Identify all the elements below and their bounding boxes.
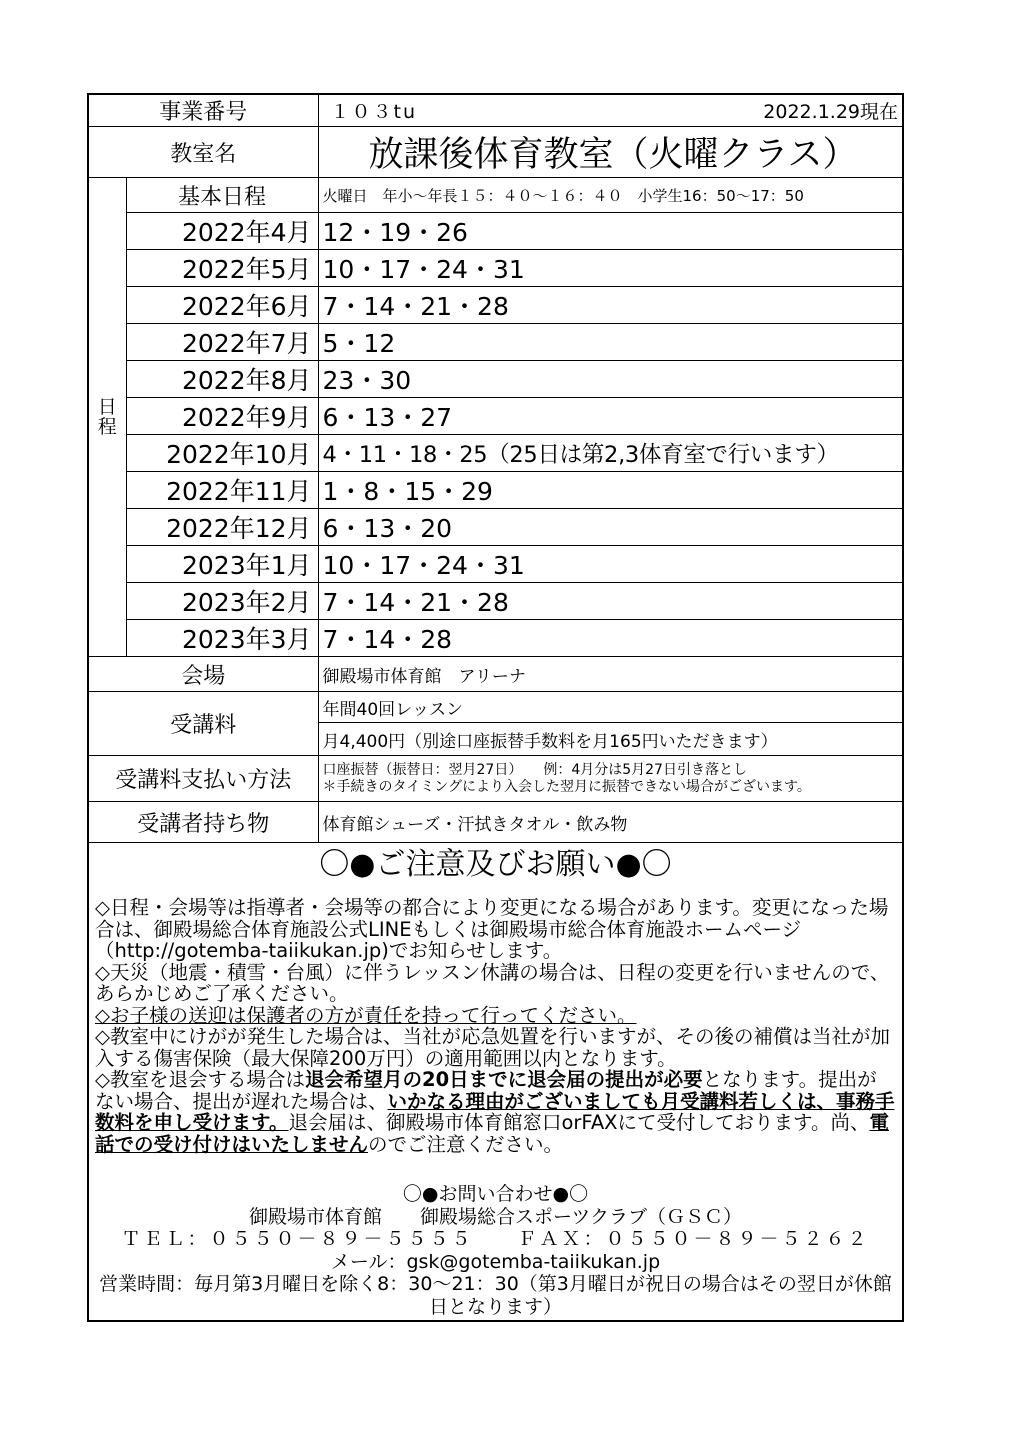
contact-title: 〇●お問い合わせ●〇 [402, 1183, 589, 1205]
schedule-row [89, 287, 902, 324]
venue-row [89, 657, 902, 692]
schedule-month: 2023年1月 [126, 546, 318, 583]
jigyo-label: 事業番号 [89, 95, 318, 127]
schedule-row [89, 435, 902, 472]
schedule-dates: 5・12 [318, 324, 902, 361]
payment-method: 口座振替（振替日：翌月27日） 例：4月分は5月27日引き落とし [322, 761, 747, 778]
schedule-month: 2022年4月 [126, 213, 318, 250]
note-disaster: ◇天災（地震・積雪・台風）に伴うレッスン休講の場合は、日程の変更を行いませんので、あらかじめご了承ください。 [95, 960, 890, 1005]
schedule-row [89, 398, 902, 435]
schedule-row [89, 250, 902, 287]
schedule-dates: 6・13・20 [318, 509, 902, 546]
contact-orgs: 御殿場市体育館 御殿場総合スポーツクラブ（ＧＳＣ） [248, 1205, 743, 1228]
note-injury: ◇教室中にけがが発生した場合は、当社が応急処置を行いますが、その後の補償は当社が加入する傷害保険（最大保障200万円）の適用範囲以内となります。 [95, 1025, 890, 1070]
schedule-month: 2022年8月 [126, 361, 318, 398]
schedule-month: 2022年11月 [126, 472, 318, 509]
class-name: 放課後体育教室（火曜クラス） [318, 127, 902, 178]
schedule-month: 2022年7月 [126, 324, 318, 361]
schedule-row [89, 546, 902, 583]
fee-row [89, 692, 902, 723]
schedule-month: 2023年3月 [126, 620, 318, 657]
notes-section [89, 843, 902, 1318]
contact-email: メール：gsk@gotemba-taiikukan.jp [330, 1250, 661, 1273]
schedule-dates: 10・17・24・31 [318, 546, 902, 583]
schedule-dates: 23・30 [318, 361, 902, 398]
schedule-row [89, 620, 902, 657]
payment-note: ＊手続きのタイミングにより入会した翌月に振替できない場合がございます。 [322, 778, 811, 795]
schedule-dates: 10・17・24・31 [318, 250, 902, 287]
belongings-label: 受講者持ち物 [89, 802, 318, 843]
jigyo-number: １０３tu [330, 101, 418, 123]
basic-schedule-row [89, 178, 902, 213]
schedule-dates: 7・14・21・28 [318, 583, 902, 620]
schedule-row [89, 213, 902, 250]
belongings-row [89, 802, 902, 843]
schedule-dates: 12・19・26 [318, 213, 902, 250]
schedule-row [89, 472, 902, 509]
basic-schedule-value: 火曜日 年小～年長１５：４０～１６：４０ 小学生16：50～17：50 [318, 178, 902, 213]
jigyo-row [89, 95, 902, 127]
venue-label: 会場 [89, 657, 318, 692]
notes-title: 〇●ご注意及びお願い●〇 [319, 847, 672, 882]
fee-label: 受講料 [89, 692, 318, 756]
payment-label: 受講料支払い方法 [89, 756, 318, 802]
schedule-row [89, 324, 902, 361]
schedule-dates: 4・11・18・25（25日は第2,3体育室で行います） [318, 435, 902, 472]
note-pickup: ◇お子様の送迎は保護者の方が責任を持って行ってください。 [95, 1003, 637, 1027]
note-withdrawal: ◇教室を退会する場合は退会希望月の20日までに退会届の提出が必要となります。提出がない場合、提出が遅れた場合は、いかなる理由がございましても月受講料若しくは、事務手数料を申し受けます。退会届は、御殿場市体育館窓口orFAXにて受付しております。尚、電話での受け付けはいたしませんのでご注意ください。 [95, 1068, 895, 1156]
schedule-month: 2023年2月 [126, 583, 318, 620]
contact-section [95, 1183, 896, 1318]
schedule-month: 2022年12月 [126, 509, 318, 546]
fee-monthly: 月4,400円（別途口座振替手数料を月165円いただきます） [318, 723, 902, 756]
schedule-row [89, 361, 902, 398]
schedule-month: 2022年5月 [126, 250, 318, 287]
schedule-dates: 6・13・27 [318, 398, 902, 435]
class-info-table [89, 95, 902, 843]
schedule-dates: 7・14・21・28 [318, 287, 902, 324]
contact-phone-fax: ＴＥＬ：０５５０－８９－５５５５ ＦＡＸ：０５５０－８９－５２６２ [121, 1228, 870, 1250]
basic-schedule-label: 基本日程 [126, 178, 318, 213]
schedule-month: 2022年10月 [126, 435, 318, 472]
as-of-date: 2022.1.29現在 [763, 101, 898, 123]
schedule-dates: 7・14・28 [318, 620, 902, 657]
schedule-month: 2022年6月 [126, 287, 318, 324]
venue-value: 御殿場市体育館 アリーナ [318, 657, 902, 692]
class-name-label: 教室名 [89, 127, 318, 178]
business-hours: 営業時間：毎月第3月曜日を除く8：30～21：30（第3月曜日が祝日の場合はその翌日が休館日となります） [99, 1273, 892, 1318]
note-schedule-change: ◇日程・会場等は指導者・会場等の都合により変更になる場合があります。変更になった場合は、御殿場総合体育施設公式LINEもしくは御殿場市総合体育施設ホームページ（http://gotemba-taiikukan.jp)でお知らせします。 [95, 896, 889, 962]
info-sheet [87, 93, 904, 1322]
schedule-month: 2022年9月 [126, 398, 318, 435]
schedule-side-label: 日 程 [89, 178, 126, 657]
class-name-row [89, 127, 902, 178]
schedule-row [89, 583, 902, 620]
belongings-value: 体育館シューズ・汗拭きタオル・飲み物 [318, 802, 902, 843]
payment-row [89, 756, 902, 802]
schedule-dates: 1・8・15・29 [318, 472, 902, 509]
schedule-row [89, 509, 902, 546]
fee-lessons: 年間40回レッスン [318, 692, 902, 723]
